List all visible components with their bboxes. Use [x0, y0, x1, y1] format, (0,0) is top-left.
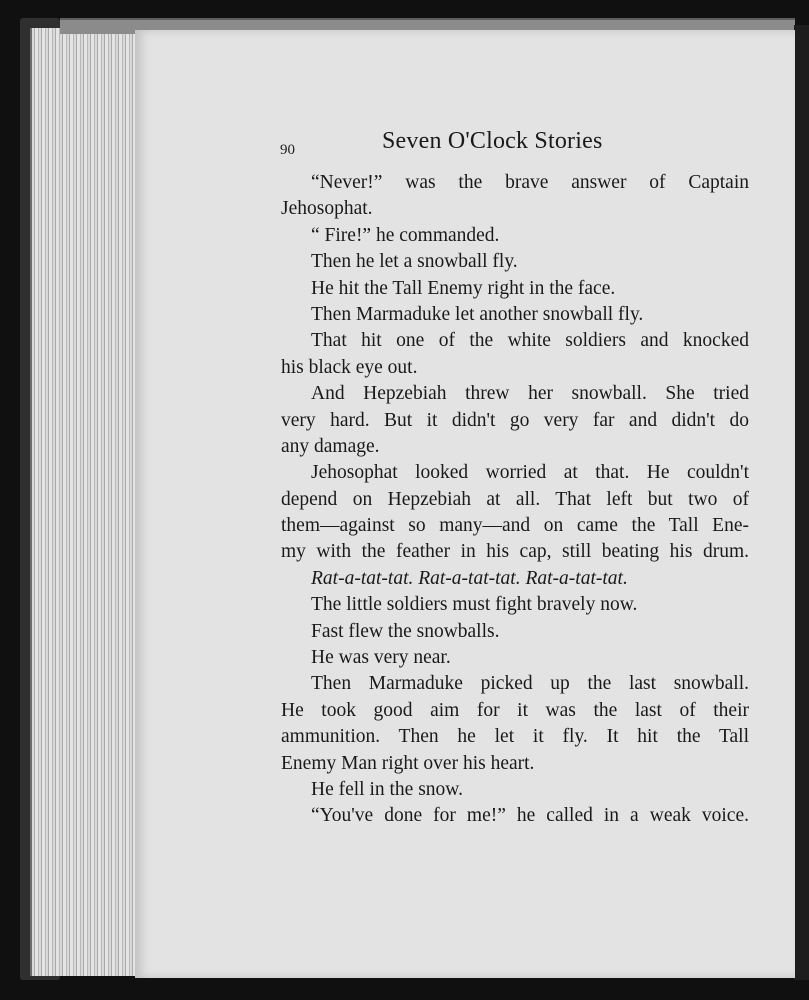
text-line: very hard. But it didn't go very far and didn't do	[281, 409, 749, 431]
text-line: my with the feather in his cap, still beating his drum.	[281, 541, 749, 563]
text-line: Jehosophat.	[281, 198, 373, 220]
page-number: 90	[280, 142, 295, 158]
running-title: Seven O'Clock Stories	[382, 128, 603, 154]
text-line: Then he let a snowball fly.	[311, 251, 518, 273]
text-line: them—against so many—and on came the Tall Ene-	[281, 515, 749, 537]
text-line-italic: Rat-a-tat-tat. Rat-a-tat-tat. Rat-a-tat-tat.	[311, 567, 628, 589]
text-line: “ Fire!” he commanded.	[311, 224, 500, 246]
text-line: “You've done for me!” he called in a weak voice.	[311, 805, 749, 827]
text-line: “Never!” was the brave answer of Captain	[311, 172, 749, 193]
text-line: Enemy Man right over his heart.	[281, 752, 535, 774]
text-line: And Hepzebiah threw her snowball. She tried	[311, 383, 749, 405]
book-page	[135, 30, 795, 978]
text-line: He hit the Tall Enemy right in the face.	[311, 277, 616, 299]
text-line: Fast flew the snowballs.	[311, 620, 500, 642]
page-body-text	[281, 170, 749, 830]
facing-page-edge	[794, 25, 809, 980]
text-line: depend on Hepzebiah at all. That left but two of	[281, 488, 749, 510]
page-stack-edges	[30, 28, 147, 976]
text-line: ammunition. Then he let it fly. It hit the Tall	[281, 726, 749, 748]
text-line: Then Marmaduke let another snowball fly.	[311, 303, 644, 325]
text-line: Jehosophat looked worried at that. He couldn't	[311, 462, 749, 484]
page-header	[135, 128, 795, 168]
text-line: any damage.	[281, 435, 380, 457]
text-line: He was very near.	[311, 647, 451, 669]
text-line: Then Marmaduke picked up the last snowball.	[311, 673, 749, 695]
text-line: The little soldiers must fight bravely now.	[311, 594, 638, 616]
text-line: his black eye out.	[281, 356, 418, 378]
text-line: He took good aim for it was the last of their	[281, 699, 749, 721]
text-line: That hit one of the white soldiers and knocked	[311, 330, 749, 352]
text-line: He fell in the snow.	[311, 778, 463, 800]
